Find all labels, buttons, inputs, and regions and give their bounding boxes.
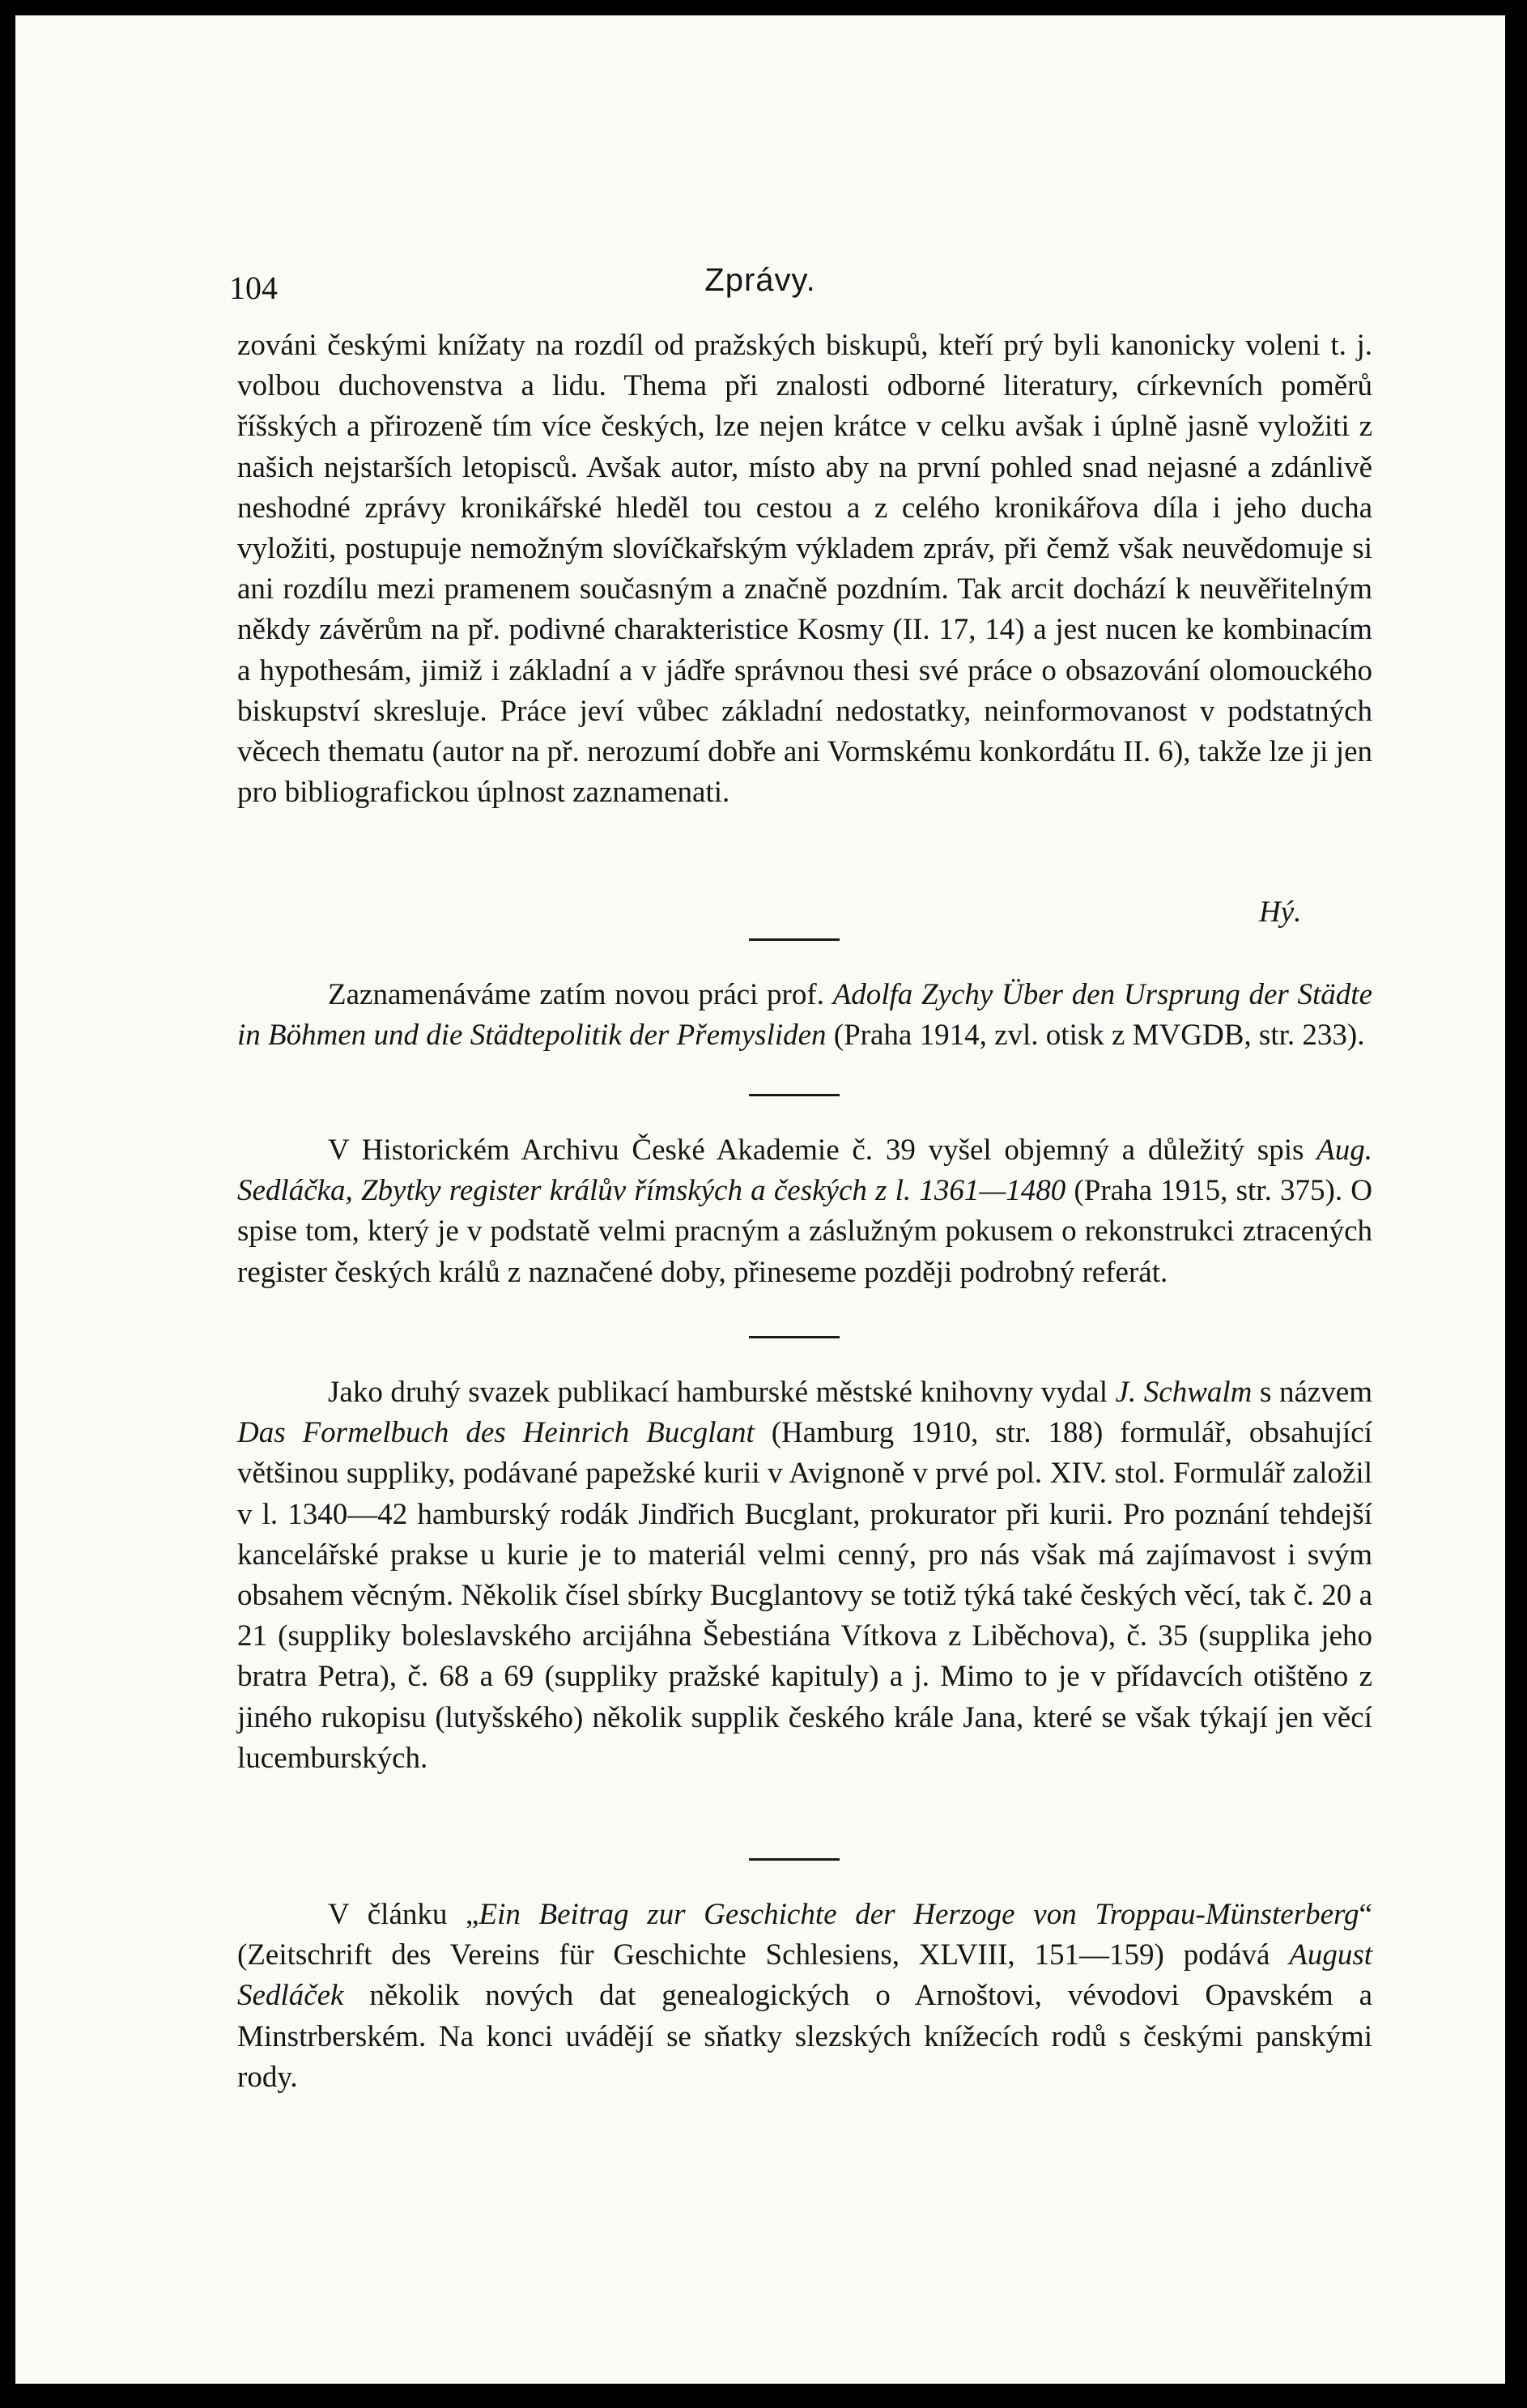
page <box>15 15 1505 2384</box>
paragraph-text: zováni českými knížaty na rozdíl od pražských biskupů, kteří prý byli kanonicky voleni t. j. volbou duchovenstva a lidu. Thema při znalosti odborné literatury, církevních poměrů říšských a přirozeně tím více českých, lze nejen krátce v celku avšak i úplně jasně vyložiti z našich nejstarších letopisců. Avšak autor, místo aby na první pohled snad nejasné a zdánlivě neshodné zprávy kronikářské hleděl tou cestou a z celého kronikářova díla i jeho ducha vyložiti, postupuje nemožným slovíčkařským výkladem zpráv, při čemž však neuvědomuje si ani rozdílu mezi pramenem současným a značně pozdním. Tak arcit dochází k neuvěřitelným někdy závěrům na př. podivné charakteristice Kosmy (II. 17, 14) a jest nucen ke kombinacím a hypothesám, jimiž i základní a v jádře správnou thesi své práce o obsazování olomouckého biskupství skresluje. Práce jeví vůbec základní nedostatky, neinformovanost v podstatných věcech thematu (autor na př. nerozumí dobře ani Vormskému konkordátu II. 6), takže lze ji jen pro bibliografickou úplnost zaznamenati. <box>237 329 1372 810</box>
paragraph-text: (Hamburg 1910, str. 188) formulář, obsahující většinou suppliky, podávané papežské kurii v Avignoně v prvé pol. XIV. stol. Formulář založil v l. 1340—42 hamburský rodák Jindřich Bucglant, prokurator při kurii. Pro poznání tehdejší kancelářské prakse u kurie je to materiál velmi cenný, pro nás však má zajímavost i svým obsahem věcným. Několik čísel sbírky Bucglantovy se totiž týká také českých věcí, tak č. 20 a 21 (suppliky boleslavského arcijáhna Šebestiána Vítkova z Liběchova), č. 35 (supplika jeho bratra Petra), č. 68 a 69 (suppliky pražské kapituly) a j. Mimo to je v přídavcích otištěno z jiného rukopisu (lutyšského) několik supplik českého krále Jana, které se však týkají jen věcí lucemburských. <box>237 1416 1372 1775</box>
book-title: Adolfa Zychy Über den Ursprung der Städte in Böhmen und die Städtepolitik der Přemysliden <box>237 978 1372 1053</box>
running-title: Zprávy. <box>704 262 816 298</box>
book-title: Aug. Sedláčka, Zbytky register králův římských a českých z l. 1361—1480 <box>237 1134 1372 1208</box>
article-title: Ein Beitrag zur Geschichte der Herzoge von Troppau-Münsterberg <box>479 1898 1359 1931</box>
note-zycha <box>237 975 1372 1056</box>
page-number: 104 <box>229 270 278 306</box>
book-title: Das Formelbuch des Heinrich Bucglant <box>237 1416 755 1450</box>
paragraph-text: Jako druhý svazek publikací hamburské městské knihovny vydal <box>328 1376 1116 1409</box>
note-schwalm <box>237 1372 1372 1779</box>
paragraph-text: s názvem <box>1252 1376 1372 1409</box>
paragraph-text: (Praha 1915, str. 375). O spise tom, který je v podstatě velmi pracným a záslužným pokusem o rekonstrukci ztracených register českých králů z naznačené doby, přineseme později podrobný referát. <box>237 1174 1372 1289</box>
paragraph-text: několik nových dat genealogických o Arnoštovi, vévodovi Opavském a Minstrberském. Na konci uvádějí se sňatky slezských knížecích rodů s českými panskými rody. <box>237 1979 1372 2094</box>
section-divider <box>749 938 840 941</box>
note-sedlacek <box>237 1130 1372 1293</box>
section-divider <box>749 1094 840 1096</box>
note-troppau <box>237 1895 1372 2098</box>
paragraph <box>237 1130 1372 1293</box>
paragraph <box>237 1372 1372 1779</box>
review-continuation <box>237 325 1372 813</box>
author-name: August Sedláček <box>237 1938 1372 2013</box>
author-signature: Hý. <box>1259 896 1302 929</box>
paragraph-text: V článku „ <box>328 1898 479 1931</box>
section-divider <box>749 1336 840 1338</box>
paragraph-text: “ (Zeitschrift des Vereins für Geschichte Schlesiens, XLVIII, 151—159) podává <box>237 1898 1372 1972</box>
paragraph <box>237 975 1372 1056</box>
author-name: J. Schwalm <box>1115 1376 1253 1409</box>
paragraph-text: V Historickém Archivu České Akademie č. 39 vyšel objemný a důležitý spis <box>328 1134 1317 1167</box>
paragraph-text: Zaznamenáváme zatím novou práci prof. <box>328 978 833 1011</box>
paragraph-text: (Praha 1914, zvl. otisk z MVGDB, str. 233). <box>826 1019 1365 1053</box>
section-divider <box>749 1858 840 1861</box>
paragraph <box>237 1895 1372 2098</box>
